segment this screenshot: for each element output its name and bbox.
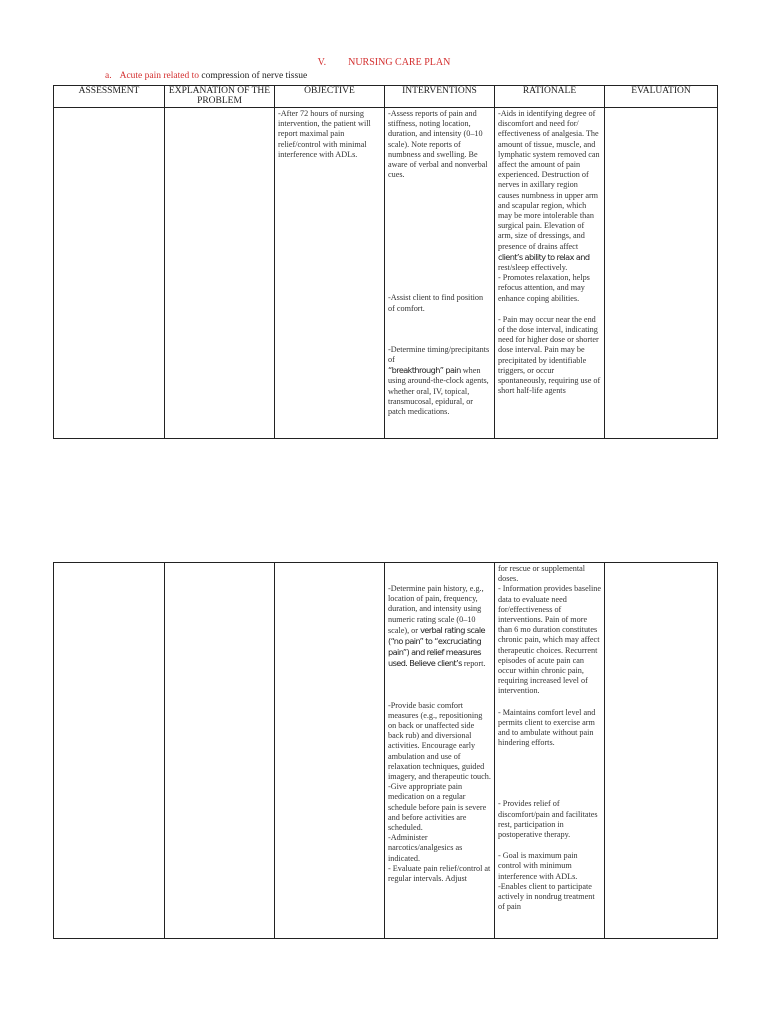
rationale-2: - Promotes relaxation, helps refocus attention, and may enhance coping abilities. (498, 273, 590, 303)
rationale-cell (495, 563, 605, 939)
col-evaluation: EVALUATION (605, 86, 718, 108)
col-objective: OBJECTIVE (275, 86, 385, 108)
problem-statement (105, 71, 307, 81)
col-explanation: EXPLANATION OF THE PROBLEM (165, 86, 275, 108)
rationale-8: - Goal is maximum pain control with minimum interference with ADLs. (498, 851, 578, 881)
rationale-3: - Pain may occur near the end of the dose interval, indicating need for higher dose or shorter dose interval. Pain may be precipitated by identifiable triggers, or occur spontaneously, requiring use of short half-life agents (498, 314, 601, 396)
table-row (54, 563, 718, 939)
objective-cell (275, 563, 385, 939)
assessment-cell (54, 563, 165, 939)
rationale-7: - Provides relief of discomfort/pain and facilitates rest, participation in postoperative therapy. (498, 799, 598, 840)
verbal-scale-text: verbal rating scale (“no pain” to “excruciating pain”) and relief measures used. Believe client’s (388, 624, 485, 669)
interventions-cell (385, 108, 495, 439)
problem-red-text: Acute pain related to (119, 71, 199, 81)
rationale-5: - Information provides baseline data to evaluate need for/effectiveness of interventions. Pain of more than 6 mo duration constitutes chronic pain, which may affect therapeutic choices. Recurrent episodes of acute pain can occur within chronic pain, requiring increased level of intervention. (498, 584, 601, 696)
intervention-2: -Assist client to find position of comfort. (388, 293, 484, 313)
intervention-1: -Assess reports of pain and stiffness, noting location, duration, and intensity (0–10 scale). Note reports of numbness and swelling. Be aware of verbal and nonverbal cues. (388, 109, 488, 180)
breakthrough-text: “breakthrough” pain (388, 365, 461, 376)
evaluation-cell (605, 108, 718, 439)
intervention-7: -Administer narcotics/analgesics as indicated. (388, 833, 463, 863)
care-plan-table-1 (53, 85, 718, 439)
explanation-cell (165, 108, 275, 439)
col-rationale: RATIONALE (495, 86, 605, 108)
col-interventions: INTERVENTIONS (385, 86, 495, 108)
intervention-5: -Provide basic comfort measures (e.g., repositioning on back or unaffected side back rub) and diversional activities. Encourage early ambulation and use of relaxation techniques, guided imagery, and therapeutic touch. (388, 700, 491, 782)
rationale-4: for rescue or supplemental doses. (498, 564, 586, 584)
problem-letter: a. (105, 71, 112, 81)
intervention-4: -Determine pain history, e.g., location of pain, frequency, duration, and intensity using numeric rating scale (0–10 scale), or verbal rating scale (“no pain” to “excruciating pain”) and relief measures used. Believe client’s report. (388, 584, 486, 669)
explanation-cell (165, 563, 275, 939)
objective-text: -After 72 hours of nursing intervention, the patient will report maximal pain relief/control with minimal interference with ADLs. (278, 109, 371, 159)
col-assessment: ASSESSMENT (54, 86, 165, 108)
section-number: V. (317, 57, 327, 68)
header-row (54, 86, 718, 108)
interventions-cell (385, 563, 495, 939)
evaluation-cell (605, 563, 718, 939)
assessment-cell (54, 108, 165, 439)
table-row (54, 108, 718, 439)
rationale-1: -Aids in identifying degree of discomfort and need for/ effectiveness of analgesia. The amount of tissue, muscle, and lymphatic system removed can affect the amount of pain experienced. Destruction of nerves in axillary region causes numbness in upper arm and scapular region, which may be more intolerable than surgical pain. Elevation of arm, size of dressings, and presence of drains affect client’s ability to relax and rest/sleep effectively. (498, 109, 600, 273)
rationale-9: -Enables client to participate actively in nondrug treatment of pain (498, 881, 595, 912)
objective-cell (275, 108, 385, 439)
intervention-3: -Determine timing/precipitants of “breakthrough” pain when using around-the-clock agents, whether oral, IV, topical, transmucosal, epidural, or patch medications. (388, 344, 490, 417)
intervention-6: -Give appropriate pain medication on a regular schedule before pain is severe and before activities are scheduled. (388, 782, 487, 833)
section-title: NURSING CARE PLAN (348, 57, 451, 68)
client-ability-text: client’s ability to relax and (498, 251, 590, 262)
care-plan-table-2 (53, 562, 718, 939)
rationale-cell (495, 108, 605, 439)
problem-rest-text: compression of nerve tissue (199, 71, 308, 81)
intervention-8: - Evaluate pain relief/control at regular intervals. Adjust (388, 863, 491, 884)
rationale-6: - Maintains comfort level and permits client to exercise arm and to ambulate without pain hindering efforts. (498, 707, 596, 748)
page-title (0, 57, 768, 68)
